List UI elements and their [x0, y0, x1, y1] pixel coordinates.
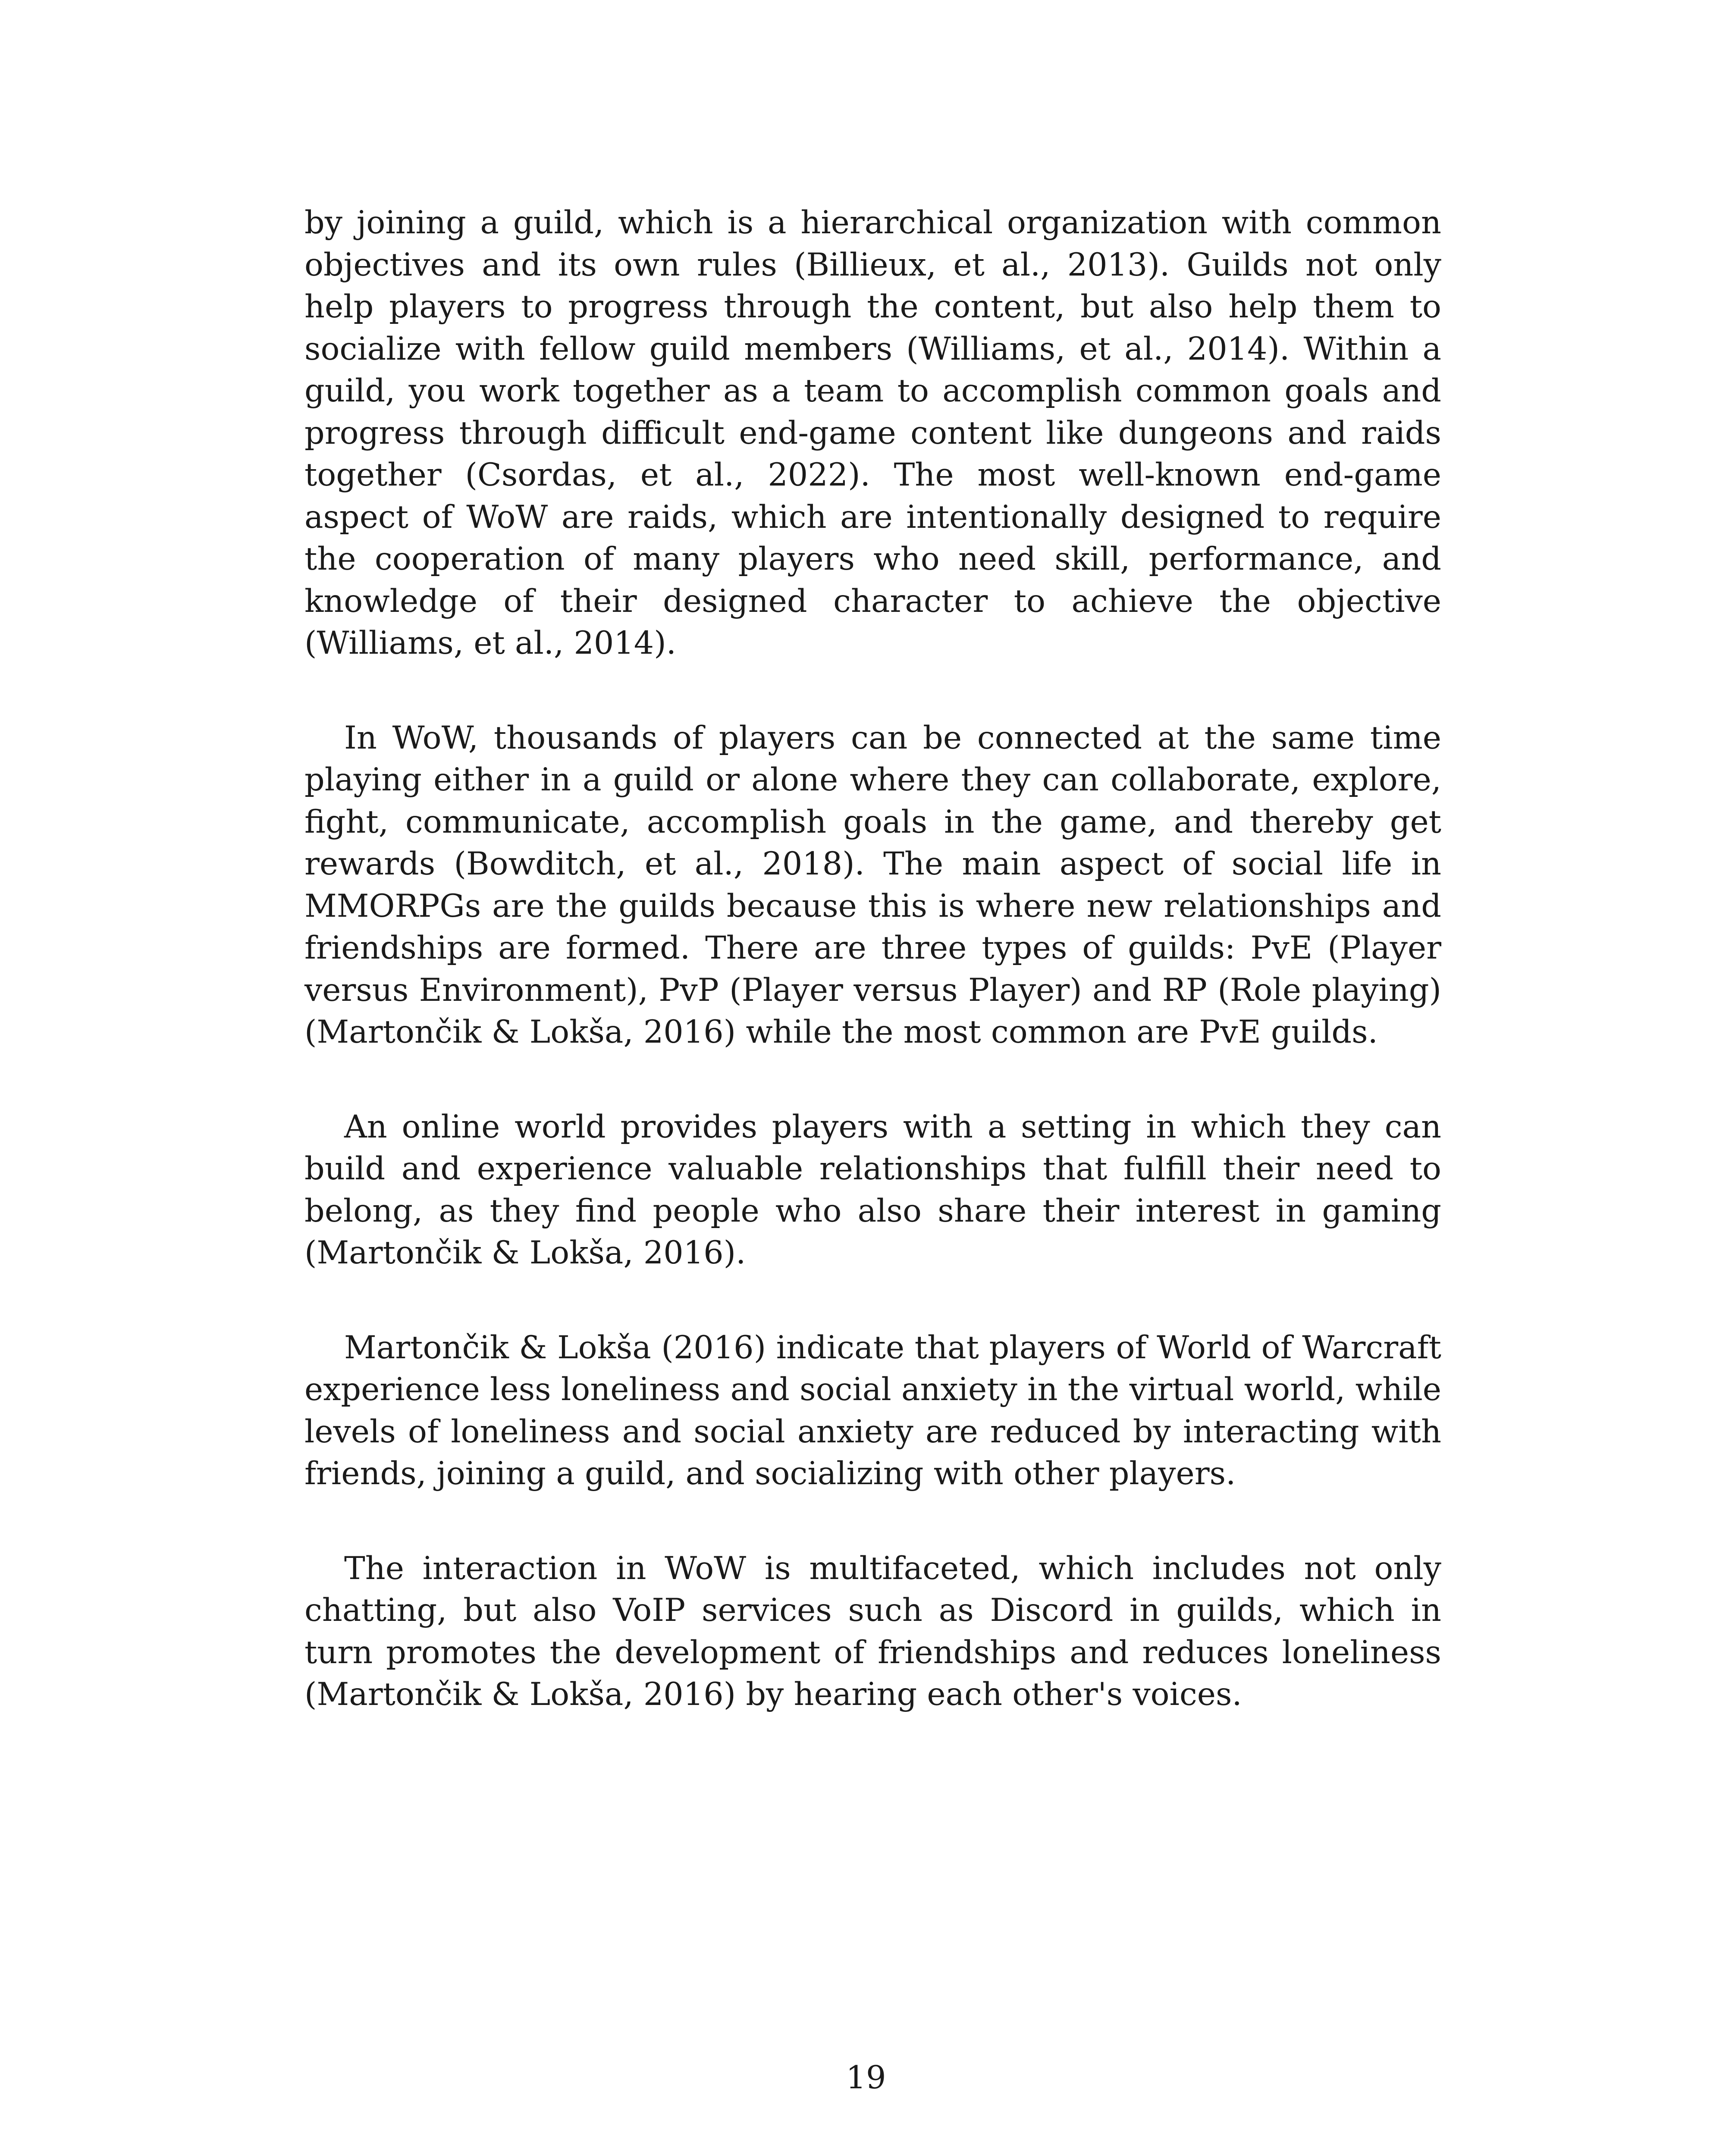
page-number: 19 [846, 2059, 886, 2096]
paragraph-wow-players: In WoW, thousands of players can be connected at the same time playing either in a guild or alone where they can collaborate, explore, fight, communicate, accomplish goals in the game, and thereby get rewards (Bowditch, et al., 2018). The main aspect of social life in MMORPGs are the guilds because this is where new relationships and friendships are formed. There are three types of guilds: PvE (Player versus Environment), PvP (Player versus Player) and RP (Role playing) (Martončik & Lokša, 2016) while the most common are PvE guilds. [304, 719, 1441, 1050]
body-text [304, 202, 1441, 1768]
paragraph-guilds-intro: by joining a guild, which is a hierarchical organization with common objectives and its own rules (Billieux, et al., 2013). Guilds not only help players to progress through the content, but also help them to socialize with fellow guild members (Williams, et al., 2014). Within a guild, you work together as a team to accomplish common goals and progress through difficult end-game content like dungeons and raids together (Csordas, et al., 2022). The most well-known end-game aspect of WoW are raids, which are intentionally designed to require the cooperation of many players who need skill, performance, and knowledge of their designed character to achieve the objective (Williams, et al., 2014). [304, 204, 1441, 661]
paragraph-interaction-voip: The interaction in WoW is multifaceted, which includes not only chatting, but also VoIP services such as Discord in guilds, which in turn promotes the development of friendships and reduces loneliness (Martončik & Lokša, 2016) by hearing each other's voices. [304, 1550, 1441, 1713]
paragraph-online-world: An online world provides players with a setting in which they can build and experience valuable relationships that fulfill their need to belong, as they find people who also share their interest in gaming (Martončik & Lokša, 2016). [304, 1108, 1441, 1271]
paragraph-loneliness-findings: Martončik & Lokša (2016) indicate that players of World of Warcraft experience less loneliness and social anxiety in the virtual world, while levels of loneliness and social anxiety are reduced by interacting with friends, joining a guild, and socializing with other players. [304, 1329, 1441, 1492]
